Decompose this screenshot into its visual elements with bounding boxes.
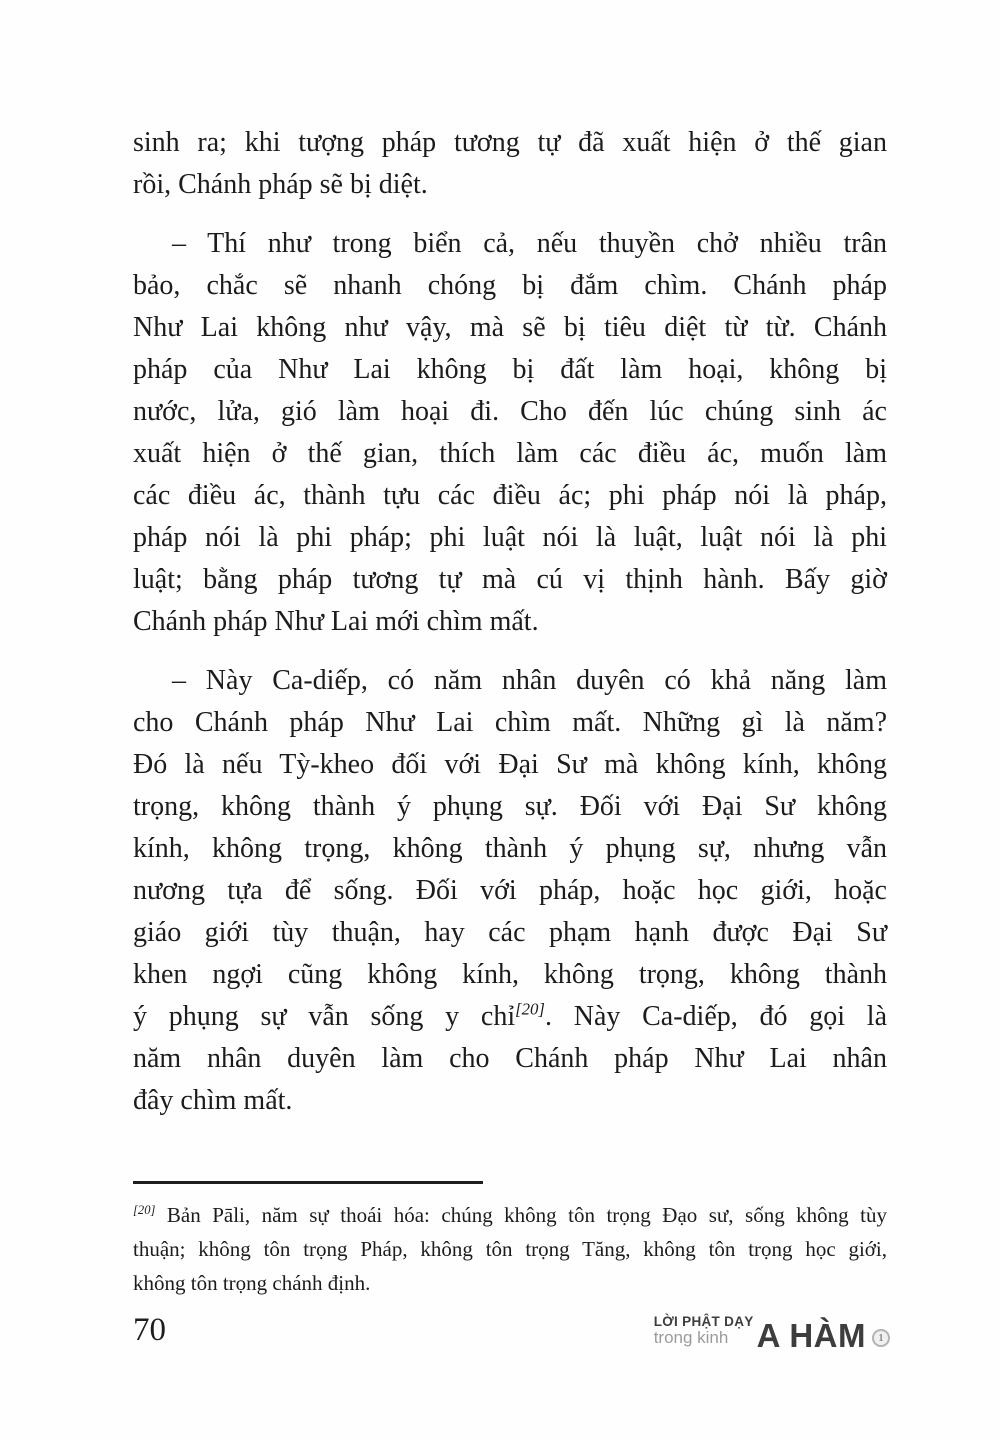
logo-tagline: LỜI PHẬT DẠY xyxy=(653,1313,754,1329)
text-line: các điều ác, thành tựu các điều ác; phi pháp nói là pháp, xyxy=(133,480,887,511)
footnote xyxy=(133,1198,887,1300)
logo-title: A HÀM xyxy=(756,1316,866,1354)
text-line: rồi, Chánh pháp sẽ bị diệt. xyxy=(133,169,428,200)
footnote-ref: [20] xyxy=(515,999,545,1019)
text-line: không tôn trọng chánh định. xyxy=(133,1271,371,1295)
logo-subtitle: trong kinh xyxy=(653,1328,729,1347)
text-line: năm nhân duyên làm cho Chánh pháp Như Lai nhân xyxy=(133,1043,887,1074)
book-logo xyxy=(653,1313,890,1354)
logo-text-block xyxy=(654,1315,754,1350)
text-line: luật; bằng pháp tương tự mà cú vị thịnh hành. Bấy giờ xyxy=(133,564,887,595)
paragraph xyxy=(133,223,887,643)
text-line: trọng, không thành ý phụng sự. Đối với Đại Sư không xyxy=(133,791,887,822)
text-line: nương tựa để sống. Đối với pháp, hoặc học giới, hoặc xyxy=(133,875,887,906)
text-line: xuất hiện ở thế gian, thích làm các điều ác, muốn làm xyxy=(133,438,887,469)
paragraph xyxy=(133,1198,887,1300)
text-line: [20] Bản Pāli, năm sự thoái hóa: chúng không tôn trọng Đạo sư, sống không tùy xyxy=(133,1203,887,1227)
text-line: thuận; không tôn trọng Pháp, không tôn trọng Tăng, không tôn trọng học giới, xyxy=(133,1237,887,1261)
volume-badge-icon: 1 xyxy=(872,1329,890,1347)
text-line: Đó là nếu Tỳ-kheo đối với Đại Sư mà không kính, không xyxy=(133,749,887,780)
text-line: – Thí như trong biển cả, nếu thuyền chở nhiều trân xyxy=(172,228,887,259)
text-line: sinh ra; khi tượng pháp tương tự đã xuất hiện ở thế gian xyxy=(133,127,887,158)
text-line: bảo, chắc sẽ nhanh chóng bị đắm chìm. Chánh pháp xyxy=(133,270,887,301)
text-line: ý phụng sự vẫn sống y chỉ[20]. Này Ca-diếp, đó gọi là xyxy=(133,999,887,1032)
text-line: Như Lai không như vậy, mà sẽ bị tiêu diệt từ từ. Chánh xyxy=(133,312,887,343)
body-text xyxy=(133,122,887,1122)
text-line: nước, lửa, gió làm hoại đi. Cho đến lúc chúng sinh ác xyxy=(133,396,887,427)
text-line: – Này Ca-diếp, có năm nhân duyên có khả năng làm xyxy=(172,665,887,696)
text-line: pháp nói là phi pháp; phi luật nói là luật, luật nói là phi xyxy=(133,522,887,553)
paragraph xyxy=(133,660,887,1122)
text-line: khen ngợi cũng không kính, không trọng, không thành xyxy=(133,959,887,990)
page-footer xyxy=(133,1312,890,1354)
text-line: kính, không trọng, không thành ý phụng sự, nhưng vẫn xyxy=(133,833,887,864)
text-line: đây chìm mất. xyxy=(133,1085,293,1116)
text-line: pháp của Như Lai không bị đất làm hoại, không bị xyxy=(133,354,887,385)
footnote-ref: [20] xyxy=(133,1203,156,1217)
footnote-divider xyxy=(133,1181,483,1184)
paragraph xyxy=(133,122,887,206)
text-line: cho Chánh pháp Như Lai chìm mất. Những gì là năm? xyxy=(133,707,887,738)
text-line: giáo giới tùy thuận, hay các phạm hạnh được Đại Sư xyxy=(133,917,887,948)
text-line: Chánh pháp Như Lai mới chìm mất. xyxy=(133,606,539,637)
page-number: 70 xyxy=(133,1312,166,1348)
